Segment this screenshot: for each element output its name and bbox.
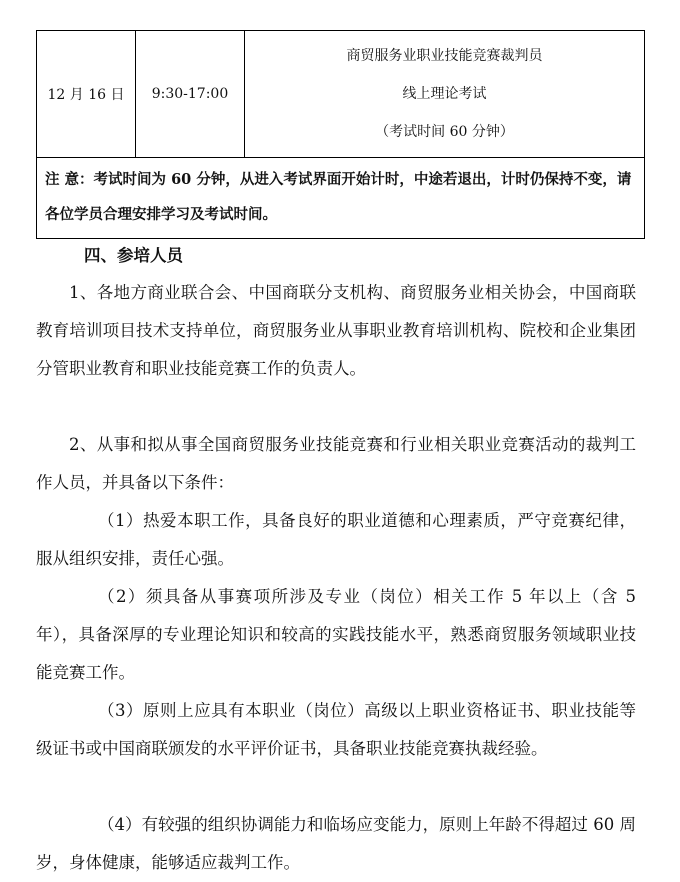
event-title: 商贸服务业职业技能竞赛裁判员 [346,48,543,64]
paragraph-1: 1、各地方商业联合会、中国商联分支机构、商贸服务业相关协会，中国商联教育培训项目技术支持单位，商贸服务业从事职业教育培训机构、院校和企业集团分管职业教育和职业技能竞赛工作的负责人。 [36,283,636,378]
schedule-time: 9:30-17:00 [136,31,245,158]
exam-note: 注 意：考试时间为 60 分钟，从进入考试界面开始计时，中途若退出，计时仍保持不变，请各位学员合理安排学习及考试时间。 [37,158,645,239]
event-duration: （考试时间 60 分钟） [375,124,514,140]
event-subtitle: 线上理论考试 [402,86,487,102]
section-heading: 四、参培人员 [84,246,183,265]
condition-2: （2）须具备从事赛项所涉及专业（岗位）相关工作 5 年以上（含 5 年），具备深厚的专业理论知识和较高的实践技能水平，熟悉商贸服务领域职业技能竞赛工作。 [36,587,636,682]
schedule-table [36,30,645,239]
schedule-event [245,31,645,158]
condition-3: （3）原则上应具有本职业（岗位）高级以上职业资格证书、职业技能等级证书或中国商联颁发的水平评价证书，具备职业技能竞赛执裁经验。 [36,701,636,758]
schedule-row [37,31,645,158]
condition-4: （4）有较强的组织协调能力和临场应变能力，原则上年龄不得超过 60 周岁，身体健康，能够适应裁判工作。 [36,815,636,872]
note-row [37,158,645,239]
schedule-date: 12 月 16 日 [37,31,136,158]
condition-1: （1）热爱本职工作，具备良好的职业道德和心理素质，严守竞赛纪律，服从组织安排，责任心强。 [36,511,636,568]
paragraph-2: 2、从事和拟从事全国商贸服务业技能竞赛和行业相关职业竞赛活动的裁判工作人员，并具备以下条件： [36,435,636,492]
